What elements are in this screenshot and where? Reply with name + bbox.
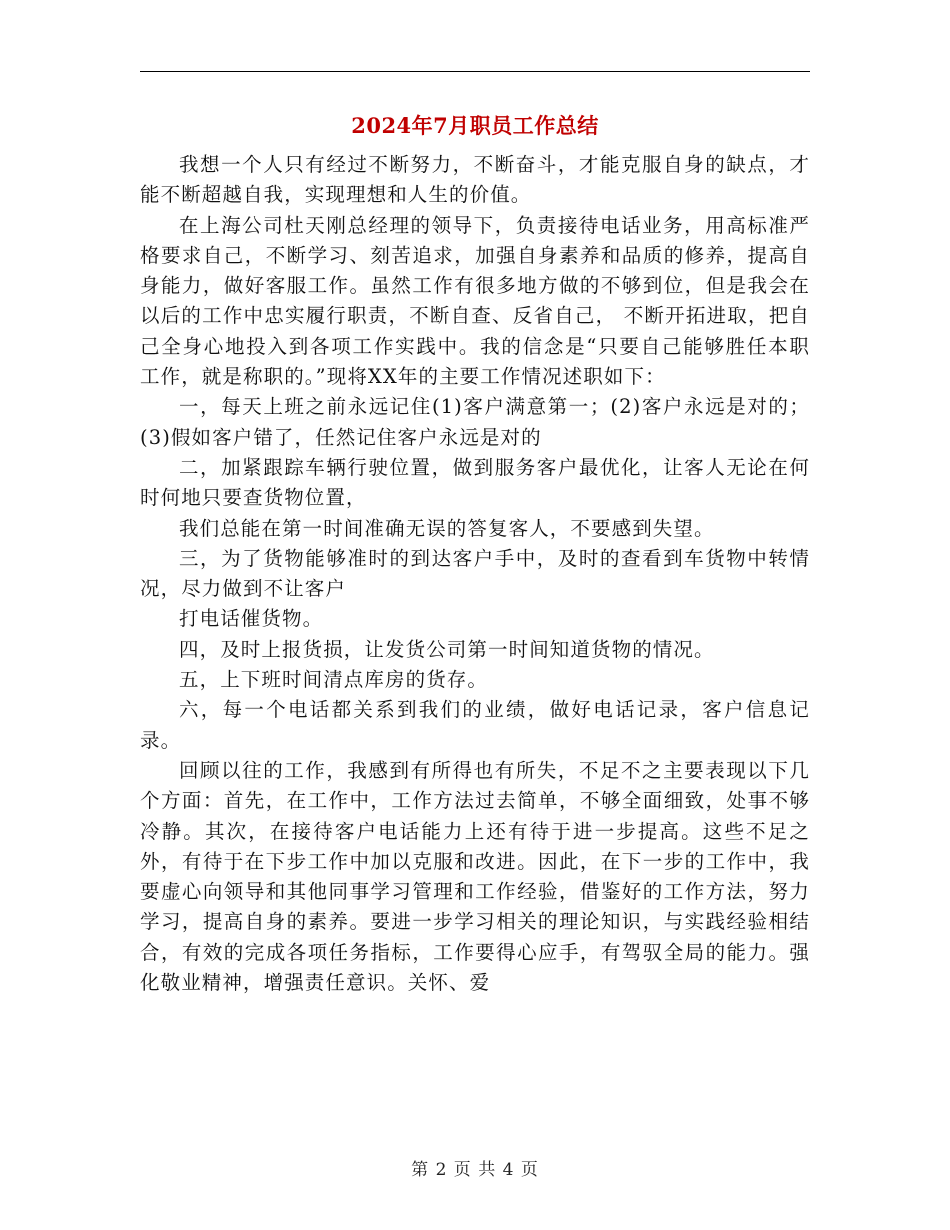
paragraph: 一，每天上班之前永远记住(1)客户满意第一；(2)客户永远是对的；(3)假如客户错了，任然记住客户永远是对的 xyxy=(140,395,810,449)
document-body xyxy=(140,150,810,998)
paragraph: 打电话催货物。 xyxy=(179,607,324,631)
paragraph: 六，每一个电话都关系到我们的业绩，做好电话记录，客户信息记录。 xyxy=(140,698,810,752)
page-number-footer: 第 2 页 共 4 页 xyxy=(411,1160,539,1180)
paragraph: 二，加紧跟踪车辆行驶位置，做到服务客户最优化，让客人无论在何时何地只要查货物位置， xyxy=(140,455,810,510)
paragraph: 四，及时上报货损，让发货公司第一时间知道货物的情况。 xyxy=(179,637,715,661)
paragraph: 五，上下班时间清点库房的货存。 xyxy=(179,668,489,692)
paragraph: 在上海公司杜天刚总经理的领导下，负责接待电话业务，用高标准严格要求自己，不断学习、刻苦追求，加强自身素养和品质的修养，提高自身能力，做好客服工作。虽然工作有很多地方做的不够到位，但是我会在以后的工作中忠实履行职责，不断自查、反省自己， 不断开拓进取，把自己全身心地投入到各项工作实践中。我的信念是“只要自己能够胜任本职工作，就是称职的。”现将XX年的主要工作情况述职如下： xyxy=(140,213,810,389)
document-title: 2024年7月职员工作总结 xyxy=(351,113,599,138)
paragraph: 我们总能在第一时间准确无误的答复客人，不要感到失望。 xyxy=(179,516,715,540)
header-rule xyxy=(140,71,810,72)
paragraph: 回顾以往的工作，我感到有所得也有所失，不足不之主要表现以下几个方面：首先，在工作中，工作方法过去简单，不够全面细致，处事不够冷静。其次，在接待客户电话能力上还有待于进一步提高。这些不足之外，有待于在下步工作中加以克服和改进。因此，在下一步的工作中，我要虚心向领导和其他同事学习管理和工作经验，借鉴好的工作方法，努力学习，提高自身的素养。要进一步学习相关的理论知识，与实践经验相结合，有效的完成各项任务指标，工作要得心应手，有驾驭全局的能力。强化敬业精神，增强责任意识。关怀、爱 xyxy=(140,758,810,995)
paragraph: 我想一个人只有经过不断努力，不断奋斗，才能克服自身的缺点，才能不断超越自我，实现理想和人生的价值。 xyxy=(140,153,810,207)
paragraph: 三，为了货物能够准时的到达客户手中，及时的查看到车货物中转情况，尽力做到不让客户 xyxy=(140,546,810,601)
